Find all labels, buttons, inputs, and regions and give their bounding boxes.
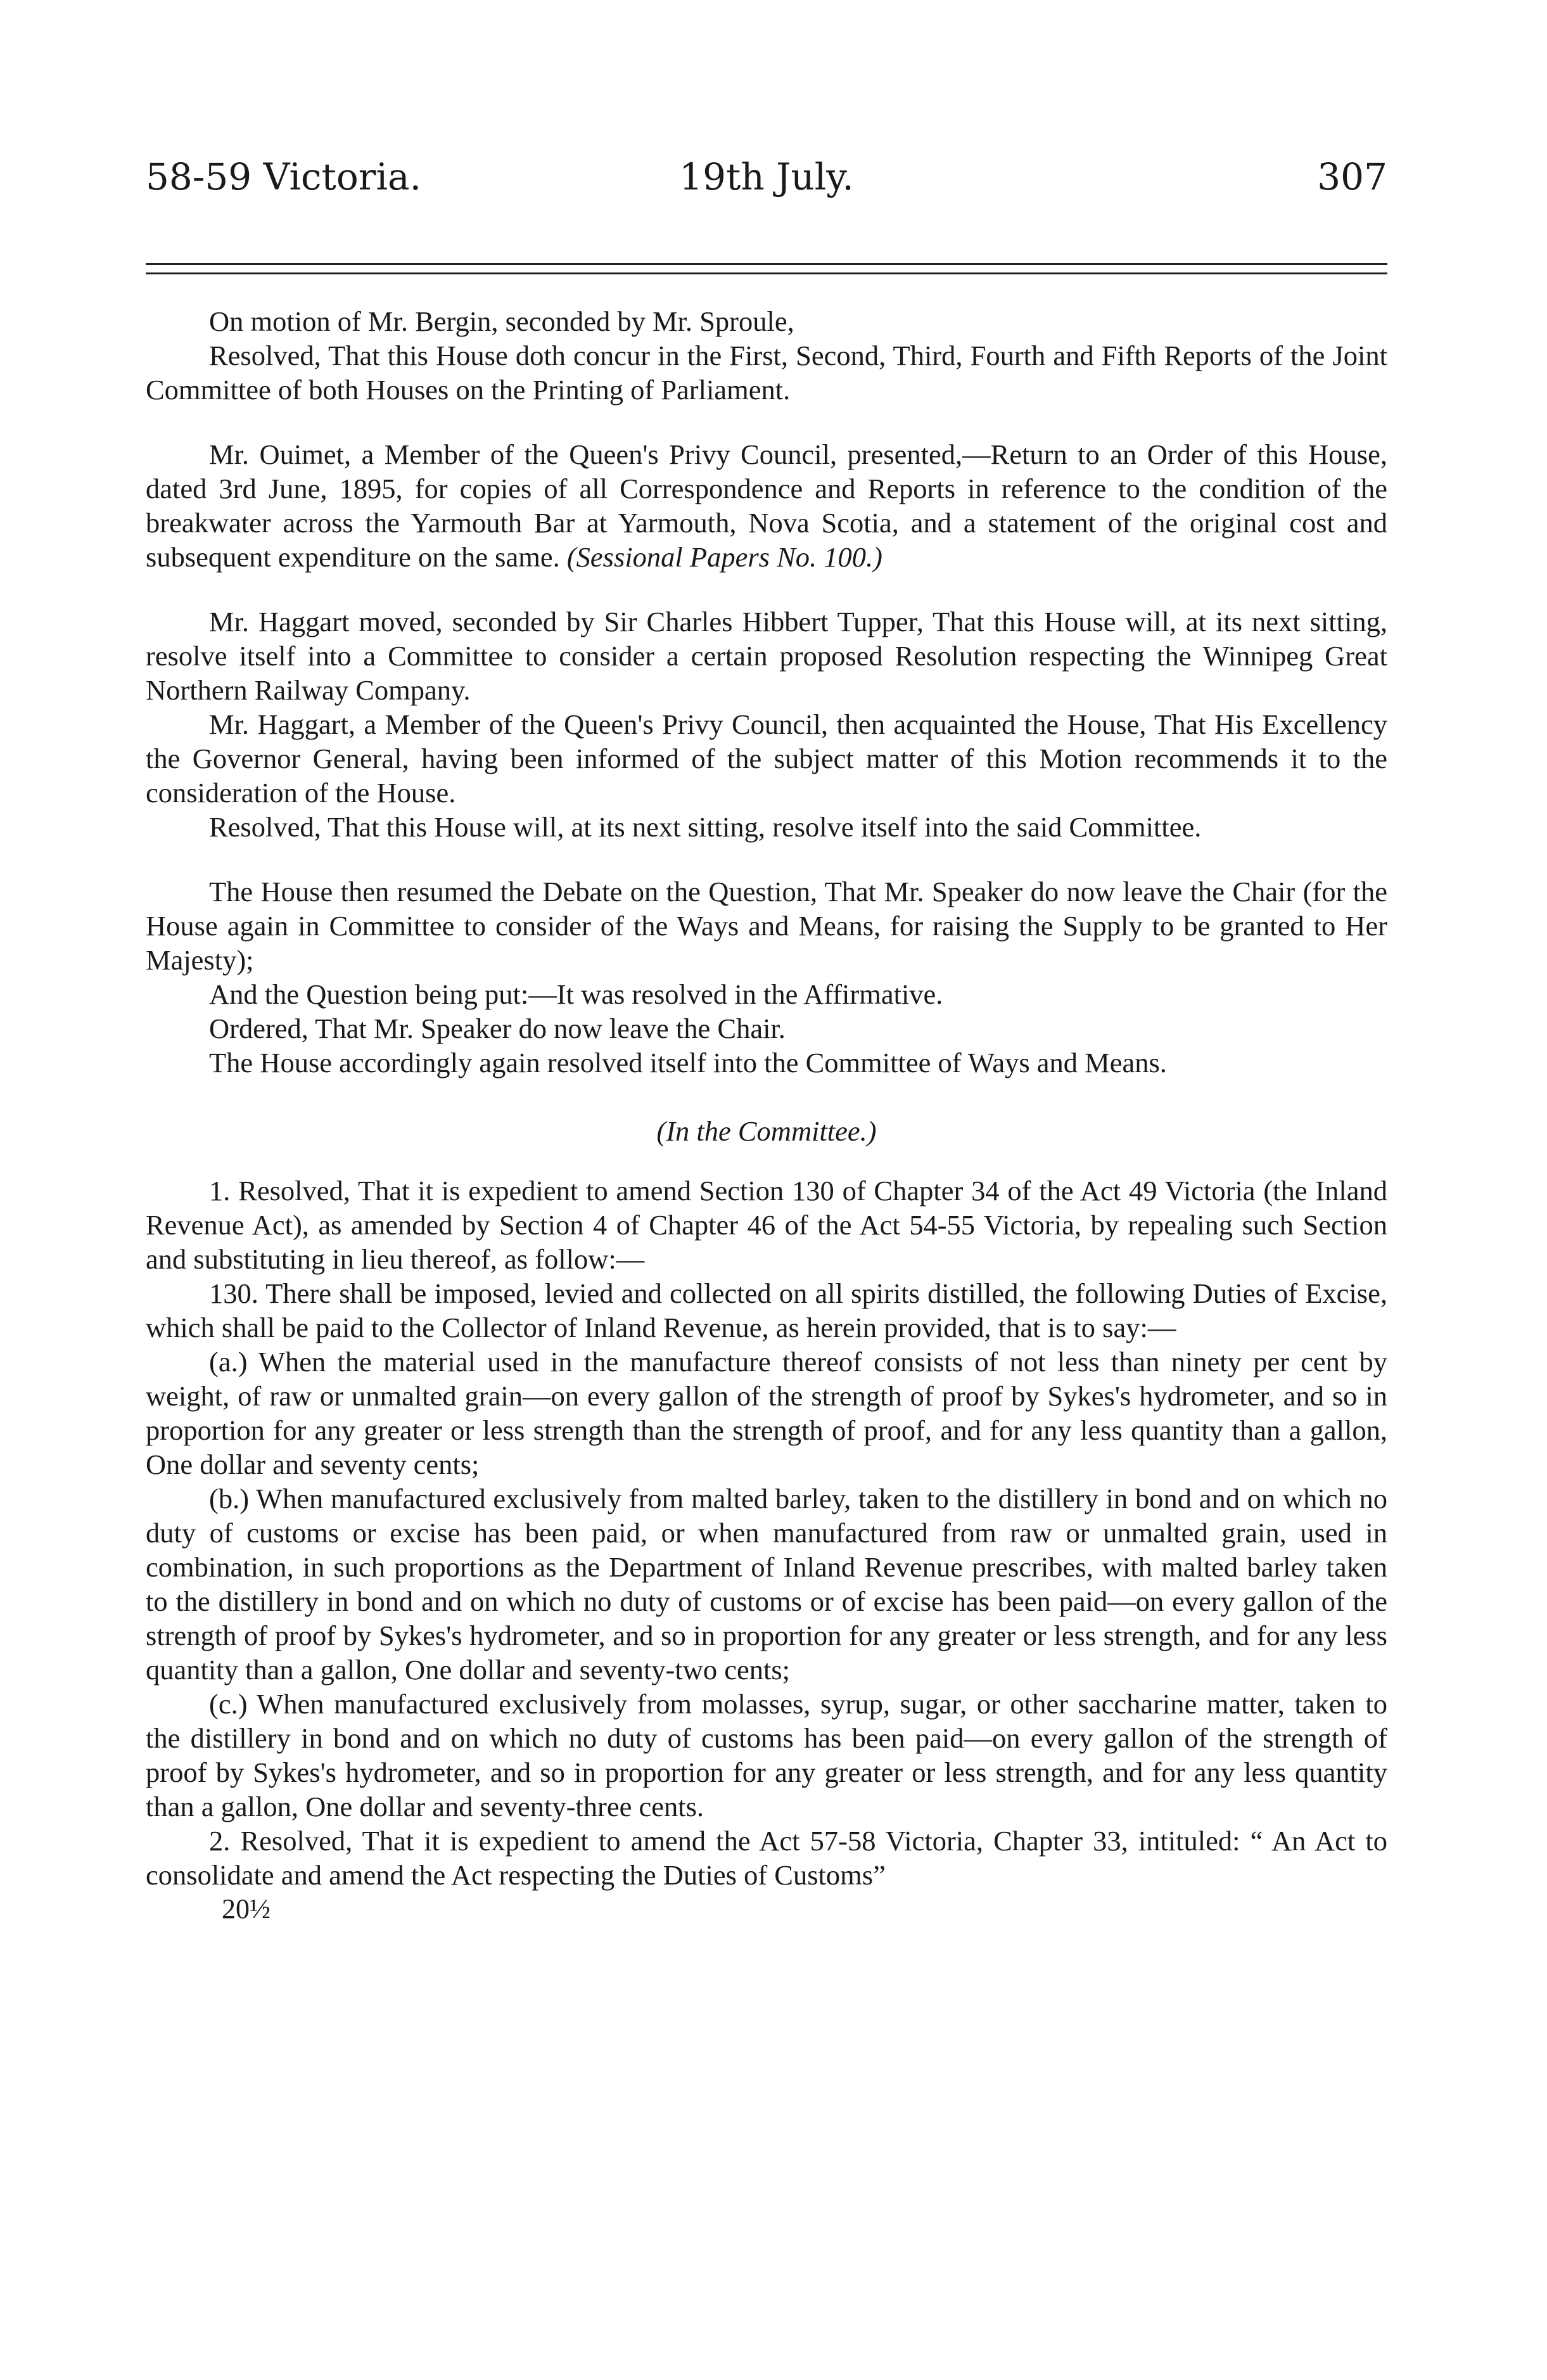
signature-mark: 20½ <box>222 1893 271 1924</box>
return-text: Mr. Ouimet, a Member of the Queen's Privy Council, presented,—Return to an Order of this House, dated 3rd June, 1895, for copies of all Correspondence and Reports in reference to the condition of the breakwater across the Yarmouth Bar at Yarmouth, Nova Scotia, and a statement of the original cost and subsequent expenditure on the same. <box>146 438 1387 573</box>
committee-heading: (In the Committee.) <box>656 1115 877 1147</box>
page <box>146 155 1387 1924</box>
section-130-paragraph: 130. There shall be imposed, levied and collected on all spirits distilled, the following Duties of Excise, which shall be paid to the Collector of Inland Revenue, as herein provided, that is to say:— <box>146 1277 1387 1343</box>
page-number: 307 <box>1317 155 1387 198</box>
question-paragraph: And the Question being put:—It was resolved in the Affirmative. <box>209 978 943 1010</box>
haggart-motion-paragraph: Mr. Haggart moved, seconded by Sir Charles Hibbert Tupper, That this House will, at its next sitting, resolve itself into a Committee to consider a certain proposed Resolution respecting the Winnipeg Great Northern Railway Company. <box>146 606 1387 706</box>
clause-a-paragraph: (a.) When the material used in the manufacture thereof consists of not less than ninety per cent by weight, of raw or unmalted grain—on every gallon of the strength of proof by Sykes's hydrometer, and so in proportion for any greater or less strength than the strength of proof, and for any less quantity than a gallon, One dollar and seventy cents; <box>146 1346 1387 1480</box>
resolution-1-paragraph: 1. Resolved, That it is expedient to amend Section 130 of Chapter 34 of the Act 49 Victoria (the Inland Revenue Act), as amended by Section 4 of Chapter 46 of the Act 54-55 Victoria, by repealing such Section and substituting in lieu thereof, as follow:— <box>146 1175 1387 1275</box>
resolution-paragraph: Resolved, That this House doth concur in the First, Second, Third, Fourth and Fifth Reports of the Joint Committee of both Houses on the Printing of Parliament. <box>146 340 1387 406</box>
haggart-acquaint-paragraph: Mr. Haggart, a Member of the Queen's Privy Council, then acquainted the House, That His Excellency the Governor General, having been informed of the subject matter of this Motion recommends it to the consideration of the House. <box>146 708 1387 809</box>
header-rule-bottom <box>146 272 1387 274</box>
debate-paragraph: The House then resumed the Debate on the Question, That Mr. Speaker do now leave the Chair (for the House again in Committee to consider of the Ways and Means, for raising the Supply to be granted to Her Majesty); <box>146 876 1387 976</box>
ordered-paragraph: Ordered, That Mr. Speaker do now leave the Chair. <box>209 1013 786 1044</box>
clause-b-paragraph: (b.) When manufactured exclusively from malted barley, taken to the distillery in bond and on which no duty of customs or excise has been paid, or when manufactured from raw or unmalted grain, used in combination, in such proportions as the Department of Inland Revenue prescribes, with malted barley taken to the distillery in bond and on which no duty of customs or of excise has been paid—on every gallon of the strength of proof by Sykes's hydrometer, and so in proportion for any greater or less strength, and for any less quantity than a gallon, One dollar and seventy-two cents; <box>146 1483 1387 1686</box>
motion-paragraph: On motion of Mr. Bergin, seconded by Mr. Sproule, <box>209 305 794 337</box>
journal-body <box>146 304 1387 1926</box>
running-header <box>146 155 1387 234</box>
sessional-paper-ref: (Sessional Papers No. 100.) <box>566 541 882 573</box>
session-label: 58-59 Victoria. <box>146 155 422 198</box>
resolution-2-paragraph: 2. Resolved, That it is expedient to amend the Act 57-58 Victoria, Chapter 33, intituled: “ An Act to consolidate and amend the Act respecting the Duties of Customs” <box>146 1825 1387 1891</box>
return-paragraph <box>146 437 1387 574</box>
resolved-committee-paragraph: Resolved, That this House will, at its next sitting, resolve itself into the said Committee. <box>209 811 1202 843</box>
house-resolved-paragraph: The House accordingly again resolved itself into the Committee of Ways and Means. <box>209 1047 1167 1078</box>
header-rule-top <box>146 263 1387 265</box>
clause-c-paragraph: (c.) When manufactured exclusively from molasses, syrup, sugar, or other saccharine matter, taken to the distillery in bond and on which no duty of customs has been paid—on every gallon of the strength of proof by Sykes's hydrometer, and so in proportion for any greater or less strength, and for any less quantity than a gallon, One dollar and seventy-three cents. <box>146 1688 1387 1822</box>
date-label: 19th July. <box>679 155 854 198</box>
